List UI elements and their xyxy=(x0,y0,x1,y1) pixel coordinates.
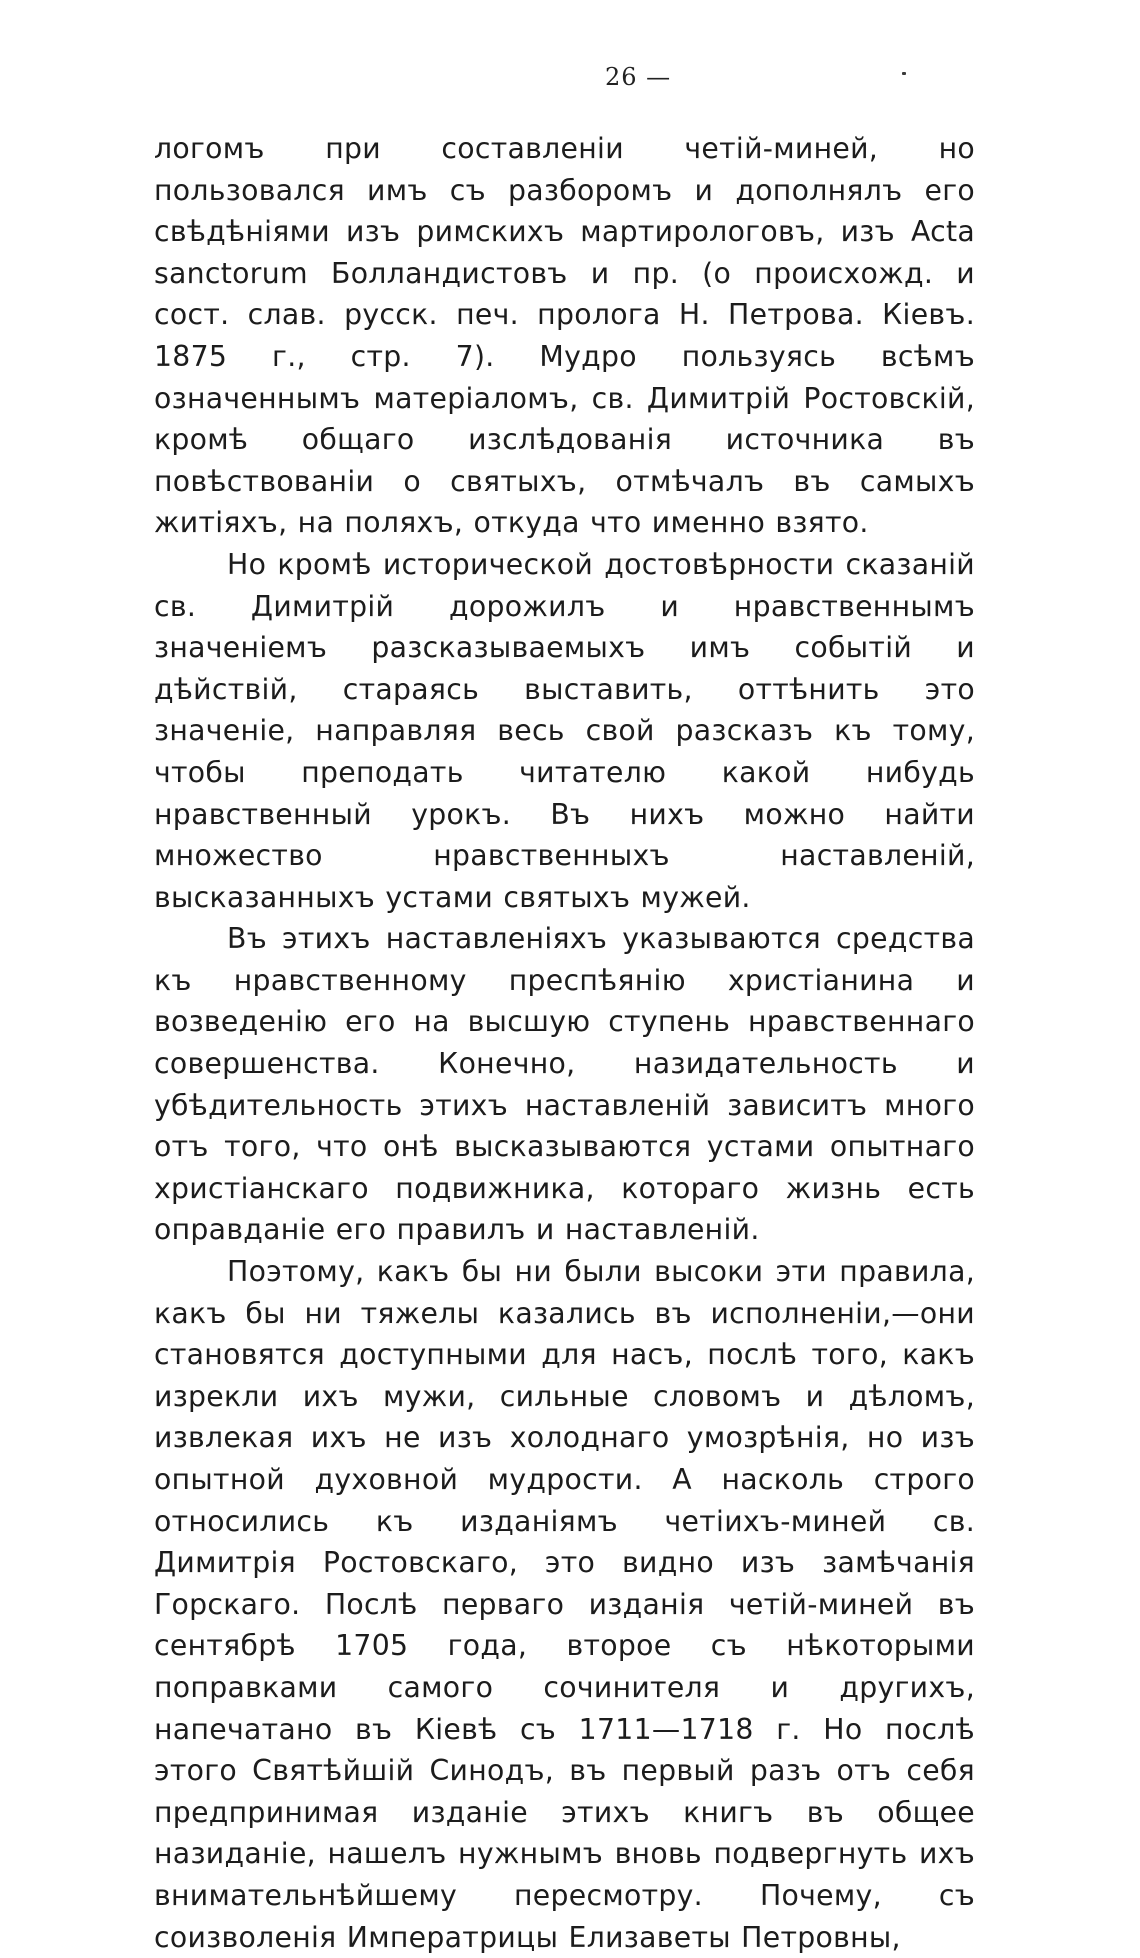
paragraph-2: Но кромѣ исторической достовѣрности сказаній св. Димитрій дорожилъ и нравственнымъ значеніемъ разсказываемыхъ имъ событій и дѣйствій, стараясь выставить, оттѣнить это значеніе, направляя весь свой разсказъ къ тому, чтобы преподать читателю какой нибудь нравственный урокъ. Въ нихъ можно найти множество нравственныхъ наставленій, высказанныхъ устами святыхъ мужей. xyxy=(154,547,975,914)
text-column xyxy=(154,128,975,1958)
paragraph-1: логомъ при составленіи четій-миней, но пользовался имъ съ разборомъ и дополнялъ его свѣдѣніями изъ римскихъ мартирологовъ, изъ Acta sanctorum Болландистовъ и пр. (о происхожд. и сост. слав. русск. печ. пролога Н. Петрова. Кіевъ. 1875 г., стр. 7). Мудро пользуясь всѣмъ означеннымъ матеріаломъ, св. Димитрій Ростовскій, кромѣ общаго изслѣдованія источника въ повѣствованіи о святыхъ, отмѣчалъ въ самыхъ житіяхъ, на поляхъ, откуда что именно взято. xyxy=(154,132,975,540)
print-speck xyxy=(902,72,906,75)
paragraph-4: Поэтому, какъ бы ни были высоки эти правила, какъ бы ни тяжелы казались въ исполненіи,—они становятся доступными для насъ, послѣ того, какъ изрекли ихъ мужи, сильные словомъ и дѣломъ, извлекая ихъ не изъ холоднаго умозрѣнія, но изъ опытной духовной мудрости. А насколь строго относились къ изданіямъ четіихъ-миней св. Димитрія Ростовскаго, это видно изъ замѣчанія Горскаго. Послѣ перваго изданія четій-миней въ сентябрѣ 1705 года, второе съ нѣкоторыми поправками самого сочинителя и другихъ, напечатано въ Кіевѣ съ 1711—1718 г. Но послѣ этого Святѣйшій Синодъ, въ первый разъ отъ себя предпринимая изданіе этихъ книгъ въ общее назиданіе, нашелъ нужнымъ вновь подвергнуть ихъ внимательнѣйшему пересмотру. Почему, съ соизволенія Императрицы Елизаветы Петровны, xyxy=(154,1255,975,1954)
page-number: 26 — xyxy=(605,63,672,91)
paragraph-3: Въ этихъ наставленіяхъ указываются средства къ нравственному преспѣянію христіанина и возведенію его на высшую ступень нравственнаго совершенства. Конечно, назидательность и убѣдительность этихъ наставленій зависитъ много отъ того, что онѣ высказываются устами опытнаго христіанскаго подвижника, котораго жизнь есть оправданіе его правилъ и наставленій. xyxy=(154,922,975,1247)
